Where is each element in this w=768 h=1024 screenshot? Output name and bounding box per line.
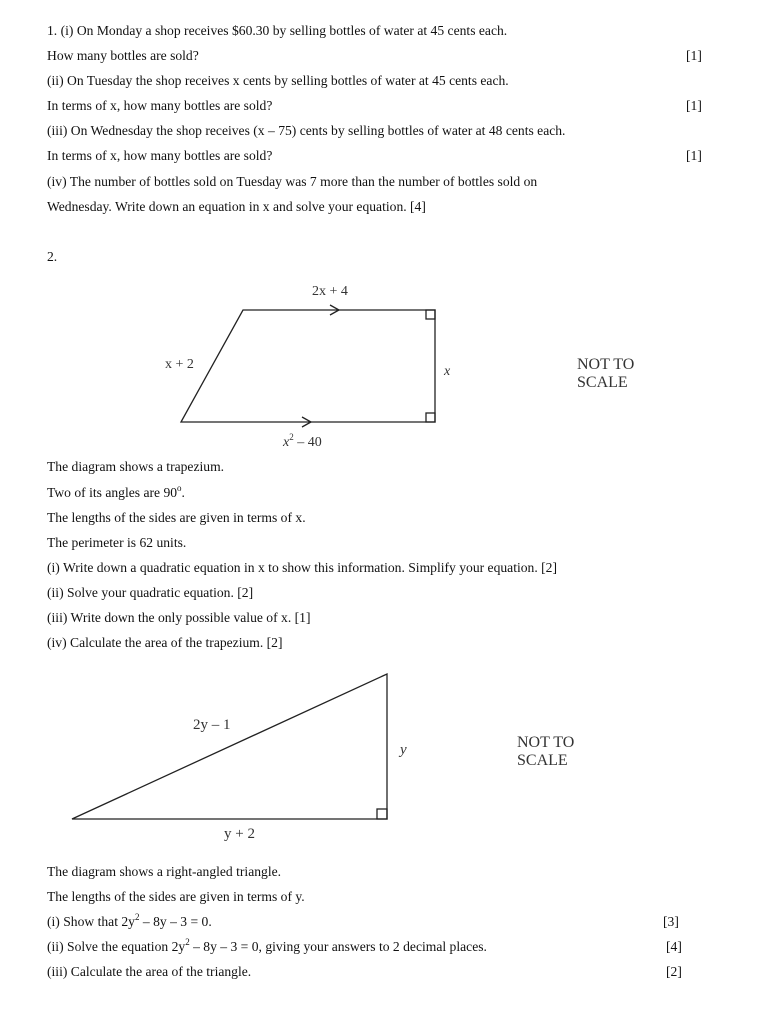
- q1-part-i-mark: [1]: [686, 48, 702, 63]
- trapezium-right-angle-bottom: [426, 413, 435, 422]
- triangle-not-to-scale-line1: NOT TO: [517, 734, 575, 751]
- q3-part-i-mark: [3]: [663, 914, 679, 929]
- q3-text-2: The lengths of the sides are given in terms of y.: [47, 889, 305, 904]
- triangle-right-label: y: [400, 742, 407, 758]
- q3-text-1: The diagram shows a right-angled triangle.: [47, 864, 282, 879]
- q2-part-i: (i) Write down a quadratic equation in x to show this information. Simplify your equation. [2]: [47, 560, 558, 575]
- q3-part-ii-post: – 8y – 3 = 0, giving your answers to 2 decimal places.: [189, 939, 487, 954]
- q2-part-iv: (iv) Calculate the area of the trapezium. [2]: [47, 635, 283, 650]
- q1-part-iii-mark: [1]: [686, 148, 702, 163]
- trapezium-top-label: 2x + 4: [312, 284, 348, 299]
- trapezium-bottom-label-exponent: 2: [289, 432, 294, 442]
- triangle-outline: [72, 674, 387, 819]
- trapezium-not-to-scale-line1: NOT TO: [577, 356, 635, 373]
- triangle-right-angle: [377, 809, 387, 819]
- triangle-bottom-label: y + 2: [224, 826, 255, 842]
- q1-part-iii-text: (iii) On Wednesday the shop receives (x – 75) cents by selling bottles of water at 48 cents each.: [47, 123, 566, 138]
- q2-text-2-degree: o: [177, 483, 182, 493]
- q3-part-ii-mark: [4]: [666, 939, 682, 954]
- trapezium-bottom-label: [283, 432, 322, 451]
- triangle-diagram: [72, 674, 387, 819]
- trapezium-bottom-label-base: x: [283, 435, 290, 450]
- trapezium-not-to-scale-line2: SCALE: [577, 374, 628, 391]
- q2-text-3: The lengths of the sides are given in terms of x.: [47, 510, 306, 525]
- trapezium-right-angle-top: [426, 310, 435, 319]
- q3-part-ii-exponent: 2: [185, 937, 190, 947]
- trapezium-left-label: x + 2: [165, 357, 194, 372]
- q1-part-ii-mark: [1]: [686, 98, 702, 113]
- q1-part-iv-text: (iv) The number of bottles sold on Tuesday was 7 more than the number of bottles sold on: [47, 174, 538, 189]
- q3-part-iii: (iii) Calculate the area of the triangle.: [47, 964, 252, 979]
- q3-part-ii: [47, 939, 487, 955]
- q1-part-iii-question: In terms of x, how many bottles are sold?: [47, 148, 273, 163]
- q1-part-i-text: 1. (i) On Monday a shop receives $60.30 by selling bottles of water at 45 cents each.: [47, 23, 508, 38]
- q2-part-ii: (ii) Solve your quadratic equation. [2]: [47, 585, 254, 600]
- q3-part-ii-pre: (ii) Solve the equation 2y: [47, 939, 186, 954]
- q1-part-iv-question: Wednesday. Write down an equation in x and solve your equation. [4]: [47, 199, 426, 214]
- q2-part-iii: (iii) Write down the only possible value of x. [1]: [47, 610, 311, 625]
- triangle-not-to-scale-line2: SCALE: [517, 752, 568, 769]
- q2-text-4: The perimeter is 62 units.: [47, 535, 187, 550]
- q3-part-i-exponent: 2: [134, 912, 140, 922]
- q1-part-ii-question: In terms of x, how many bottles are sold?: [47, 98, 273, 113]
- q3-part-i: [47, 914, 212, 930]
- trapezium-outline: [181, 310, 435, 422]
- q1-part-ii-text: (ii) On Tuesday the shop receives x cents by selling bottles of water at 45 cents each.: [47, 73, 509, 88]
- q2-number: 2.: [47, 249, 58, 264]
- q1-part-i-question: How many bottles are sold?: [47, 48, 199, 63]
- trapezium-bottom-label-rest: – 40: [293, 435, 322, 450]
- q2-text-2-post: .: [181, 485, 185, 500]
- trapezium-diagram: [181, 305, 435, 427]
- q2-text-2: [47, 485, 185, 501]
- q2-text-2-pre: Two of its angles are 90: [47, 485, 178, 500]
- q3-part-iii-mark: [2]: [666, 964, 682, 979]
- q3-part-i-post: – 8y – 3 = 0.: [139, 914, 212, 929]
- triangle-hypotenuse-label: 2y – 1: [193, 717, 231, 733]
- q3-part-i-pre: (i) Show that 2y: [47, 914, 135, 929]
- trapezium-right-label: x: [444, 364, 451, 379]
- q2-text-1: The diagram shows a trapezium.: [47, 459, 225, 474]
